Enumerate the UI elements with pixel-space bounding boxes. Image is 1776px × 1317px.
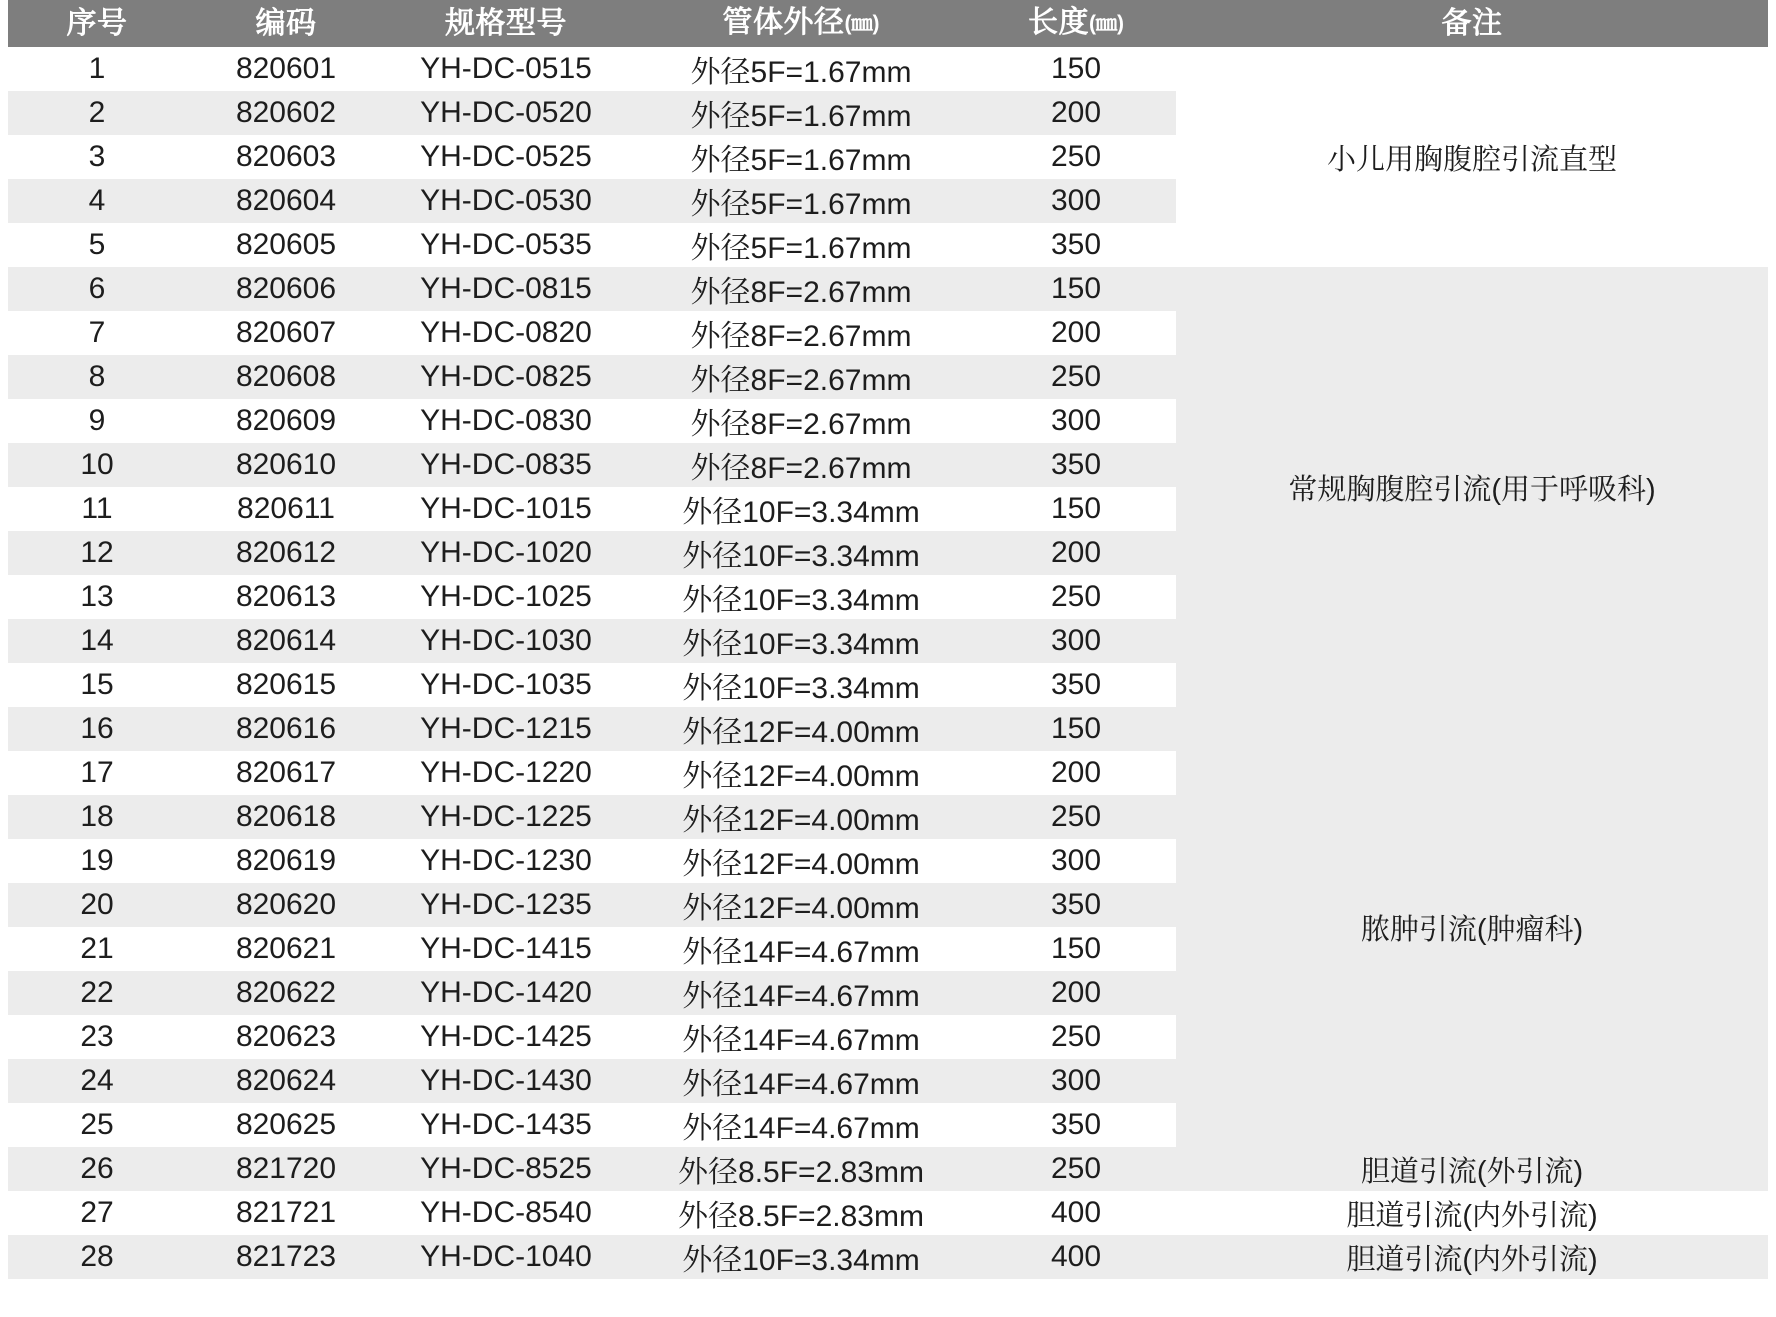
- cell-outer-diameter: 外径12F=4.00mm: [626, 795, 976, 839]
- cell-outer-diameter: 外径8F=2.67mm: [626, 399, 976, 443]
- cell-model: YH-DC-0525: [386, 135, 626, 179]
- cell-outer-diameter: 外径8F=2.67mm: [626, 311, 976, 355]
- cell-model: YH-DC-1430: [386, 1059, 626, 1103]
- cell-index: 27: [8, 1191, 186, 1235]
- cell-code: 820614: [186, 619, 386, 663]
- column-header-length: [976, 0, 1176, 47]
- cell-index: 10: [8, 443, 186, 487]
- cell-model: YH-DC-0520: [386, 91, 626, 135]
- cell-outer-diameter: 外径10F=3.34mm: [626, 663, 976, 707]
- cell-code: 820601: [186, 47, 386, 91]
- table-header: [8, 0, 1768, 47]
- cell-index: 22: [8, 971, 186, 1015]
- cell-model: YH-DC-1225: [386, 795, 626, 839]
- cell-model: YH-DC-1435: [386, 1103, 626, 1147]
- cell-length: 250: [976, 1015, 1176, 1059]
- column-header-code: [186, 0, 386, 47]
- header-label-remark: 备注: [1441, 6, 1503, 40]
- cell-outer-diameter: 外径5F=1.67mm: [626, 47, 976, 91]
- cell-model: YH-DC-1020: [386, 531, 626, 575]
- cell-model: YH-DC-1415: [386, 927, 626, 971]
- header-label-model: 规格型号: [445, 6, 567, 40]
- cell-length: 150: [976, 47, 1176, 91]
- cell-remark: 胆道引流(内外引流): [1176, 1191, 1768, 1235]
- cell-model: YH-DC-1030: [386, 619, 626, 663]
- header-label-index: 序号: [66, 6, 128, 40]
- cell-length: 200: [976, 311, 1176, 355]
- cell-outer-diameter: 外径12F=4.00mm: [626, 839, 976, 883]
- cell-length: 300: [976, 839, 1176, 883]
- cell-code: 820619: [186, 839, 386, 883]
- cell-length: 300: [976, 1059, 1176, 1103]
- cell-code: 820608: [186, 355, 386, 399]
- header-label-code: 编码: [255, 6, 317, 40]
- cell-outer-diameter: 外径10F=3.34mm: [626, 531, 976, 575]
- cell-index: 1: [8, 47, 186, 91]
- cell-model: YH-DC-1025: [386, 575, 626, 619]
- cell-outer-diameter: 外径5F=1.67mm: [626, 91, 976, 135]
- cell-model: YH-DC-1215: [386, 707, 626, 751]
- cell-model: YH-DC-1040: [386, 1235, 626, 1279]
- cell-code: 820613: [186, 575, 386, 619]
- table-row: [8, 1147, 1768, 1191]
- cell-outer-diameter: 外径8.5F=2.83mm: [626, 1147, 976, 1191]
- cell-remark: 胆道引流(外引流): [1176, 1147, 1768, 1191]
- cell-index: 4: [8, 179, 186, 223]
- cell-length: 300: [976, 619, 1176, 663]
- cell-index: 3: [8, 135, 186, 179]
- cell-code: 820622: [186, 971, 386, 1015]
- cell-model: YH-DC-1220: [386, 751, 626, 795]
- header-row: [8, 0, 1768, 47]
- cell-index: 18: [8, 795, 186, 839]
- cell-model: YH-DC-0530: [386, 179, 626, 223]
- cell-outer-diameter: 外径8F=2.67mm: [626, 267, 976, 311]
- cell-index: 11: [8, 487, 186, 531]
- cell-model: YH-DC-0815: [386, 267, 626, 311]
- cell-length: 250: [976, 355, 1176, 399]
- cell-outer-diameter: 外径5F=1.67mm: [626, 135, 976, 179]
- product-spec-table: [8, 0, 1768, 1279]
- cell-code: 820618: [186, 795, 386, 839]
- cell-index: 2: [8, 91, 186, 135]
- cell-code: 820609: [186, 399, 386, 443]
- cell-outer-diameter: 外径14F=4.67mm: [626, 1103, 976, 1147]
- cell-length: 250: [976, 135, 1176, 179]
- column-header-index: [8, 0, 186, 47]
- cell-index: 6: [8, 267, 186, 311]
- cell-index: 23: [8, 1015, 186, 1059]
- cell-length: 250: [976, 795, 1176, 839]
- cell-index: 26: [8, 1147, 186, 1191]
- cell-model: YH-DC-0515: [386, 47, 626, 91]
- table-row: [8, 267, 1768, 311]
- cell-code: 820616: [186, 707, 386, 751]
- cell-code: 821720: [186, 1147, 386, 1191]
- cell-remark: 小儿用胸腹腔引流直型: [1176, 47, 1768, 267]
- cell-remark: 脓肿引流(肿瘤科): [1176, 707, 1768, 1147]
- cell-model: YH-DC-1235: [386, 883, 626, 927]
- cell-code: 820624: [186, 1059, 386, 1103]
- cell-length: 150: [976, 707, 1176, 751]
- header-label-outer-diameter: 管体外径: [722, 6, 845, 39]
- cell-code: 820607: [186, 311, 386, 355]
- cell-code: 820604: [186, 179, 386, 223]
- cell-index: 7: [8, 311, 186, 355]
- cell-code: 820617: [186, 751, 386, 795]
- cell-length: 400: [976, 1191, 1176, 1235]
- cell-index: 9: [8, 399, 186, 443]
- cell-length: 200: [976, 971, 1176, 1015]
- cell-code: 820625: [186, 1103, 386, 1147]
- cell-length: 350: [976, 443, 1176, 487]
- cell-code: 820605: [186, 223, 386, 267]
- cell-code: 820606: [186, 267, 386, 311]
- cell-code: 820602: [186, 91, 386, 135]
- cell-index: 13: [8, 575, 186, 619]
- cell-model: YH-DC-1035: [386, 663, 626, 707]
- cell-index: 19: [8, 839, 186, 883]
- cell-model: YH-DC-0835: [386, 443, 626, 487]
- cell-length: 350: [976, 223, 1176, 267]
- cell-outer-diameter: 外径12F=4.00mm: [626, 883, 976, 927]
- table-row: [8, 707, 1768, 751]
- cell-model: YH-DC-0820: [386, 311, 626, 355]
- cell-outer-diameter: 外径8.5F=2.83mm: [626, 1191, 976, 1235]
- table-body: [8, 47, 1768, 1279]
- cell-length: 200: [976, 751, 1176, 795]
- cell-outer-diameter: 外径12F=4.00mm: [626, 707, 976, 751]
- cell-remark: 常规胸腹腔引流(用于呼吸科): [1176, 267, 1768, 707]
- cell-code: 820612: [186, 531, 386, 575]
- cell-index: 5: [8, 223, 186, 267]
- cell-remark: 胆道引流(内外引流): [1176, 1235, 1768, 1279]
- cell-length: 150: [976, 487, 1176, 531]
- cell-code: 820621: [186, 927, 386, 971]
- cell-length: 350: [976, 883, 1176, 927]
- cell-length: 300: [976, 179, 1176, 223]
- cell-index: 14: [8, 619, 186, 663]
- header-unit-length: (㎜): [1089, 12, 1124, 35]
- table-row: [8, 1235, 1768, 1279]
- cell-model: YH-DC-1230: [386, 839, 626, 883]
- column-header-remark: [1176, 0, 1768, 47]
- header-label-length: 长度: [1028, 6, 1089, 39]
- table-row: [8, 47, 1768, 91]
- cell-outer-diameter: 外径14F=4.67mm: [626, 971, 976, 1015]
- cell-outer-diameter: 外径5F=1.67mm: [626, 179, 976, 223]
- cell-model: YH-DC-1425: [386, 1015, 626, 1059]
- cell-index: 21: [8, 927, 186, 971]
- cell-code: 820611: [186, 487, 386, 531]
- cell-index: 16: [8, 707, 186, 751]
- cell-length: 150: [976, 927, 1176, 971]
- cell-outer-diameter: 外径10F=3.34mm: [626, 487, 976, 531]
- header-unit-outer-diameter: (㎜): [844, 12, 880, 35]
- cell-length: 250: [976, 1147, 1176, 1191]
- cell-index: 17: [8, 751, 186, 795]
- cell-model: YH-DC-0535: [386, 223, 626, 267]
- cell-code: 820610: [186, 443, 386, 487]
- cell-code: 820615: [186, 663, 386, 707]
- cell-index: 20: [8, 883, 186, 927]
- cell-index: 24: [8, 1059, 186, 1103]
- cell-outer-diameter: 外径12F=4.00mm: [626, 751, 976, 795]
- cell-code: 820623: [186, 1015, 386, 1059]
- cell-length: 400: [976, 1235, 1176, 1279]
- cell-length: 200: [976, 531, 1176, 575]
- cell-index: 28: [8, 1235, 186, 1279]
- cell-model: YH-DC-1420: [386, 971, 626, 1015]
- cell-index: 25: [8, 1103, 186, 1147]
- cell-code: 820620: [186, 883, 386, 927]
- cell-code: 821721: [186, 1191, 386, 1235]
- cell-outer-diameter: 外径8F=2.67mm: [626, 355, 976, 399]
- cell-index: 12: [8, 531, 186, 575]
- cell-outer-diameter: 外径14F=4.67mm: [626, 1059, 976, 1103]
- cell-model: YH-DC-0830: [386, 399, 626, 443]
- table-row: [8, 1191, 1768, 1235]
- cell-length: 350: [976, 1103, 1176, 1147]
- cell-code: 820603: [186, 135, 386, 179]
- cell-outer-diameter: 外径8F=2.67mm: [626, 443, 976, 487]
- cell-model: YH-DC-1015: [386, 487, 626, 531]
- column-header-outer-diameter: [626, 0, 976, 47]
- cell-outer-diameter: 外径5F=1.67mm: [626, 223, 976, 267]
- cell-length: 250: [976, 575, 1176, 619]
- cell-length: 350: [976, 663, 1176, 707]
- cell-length: 300: [976, 399, 1176, 443]
- cell-model: YH-DC-8540: [386, 1191, 626, 1235]
- cell-outer-diameter: 外径10F=3.34mm: [626, 1235, 976, 1279]
- column-header-model: [386, 0, 626, 47]
- cell-index: 8: [8, 355, 186, 399]
- cell-outer-diameter: 外径14F=4.67mm: [626, 1015, 976, 1059]
- cell-model: YH-DC-8525: [386, 1147, 626, 1191]
- cell-outer-diameter: 外径10F=3.34mm: [626, 575, 976, 619]
- cell-code: 821723: [186, 1235, 386, 1279]
- cell-model: YH-DC-0825: [386, 355, 626, 399]
- cell-length: 150: [976, 267, 1176, 311]
- cell-outer-diameter: 外径10F=3.34mm: [626, 619, 976, 663]
- cell-length: 200: [976, 91, 1176, 135]
- cell-index: 15: [8, 663, 186, 707]
- cell-outer-diameter: 外径14F=4.67mm: [626, 927, 976, 971]
